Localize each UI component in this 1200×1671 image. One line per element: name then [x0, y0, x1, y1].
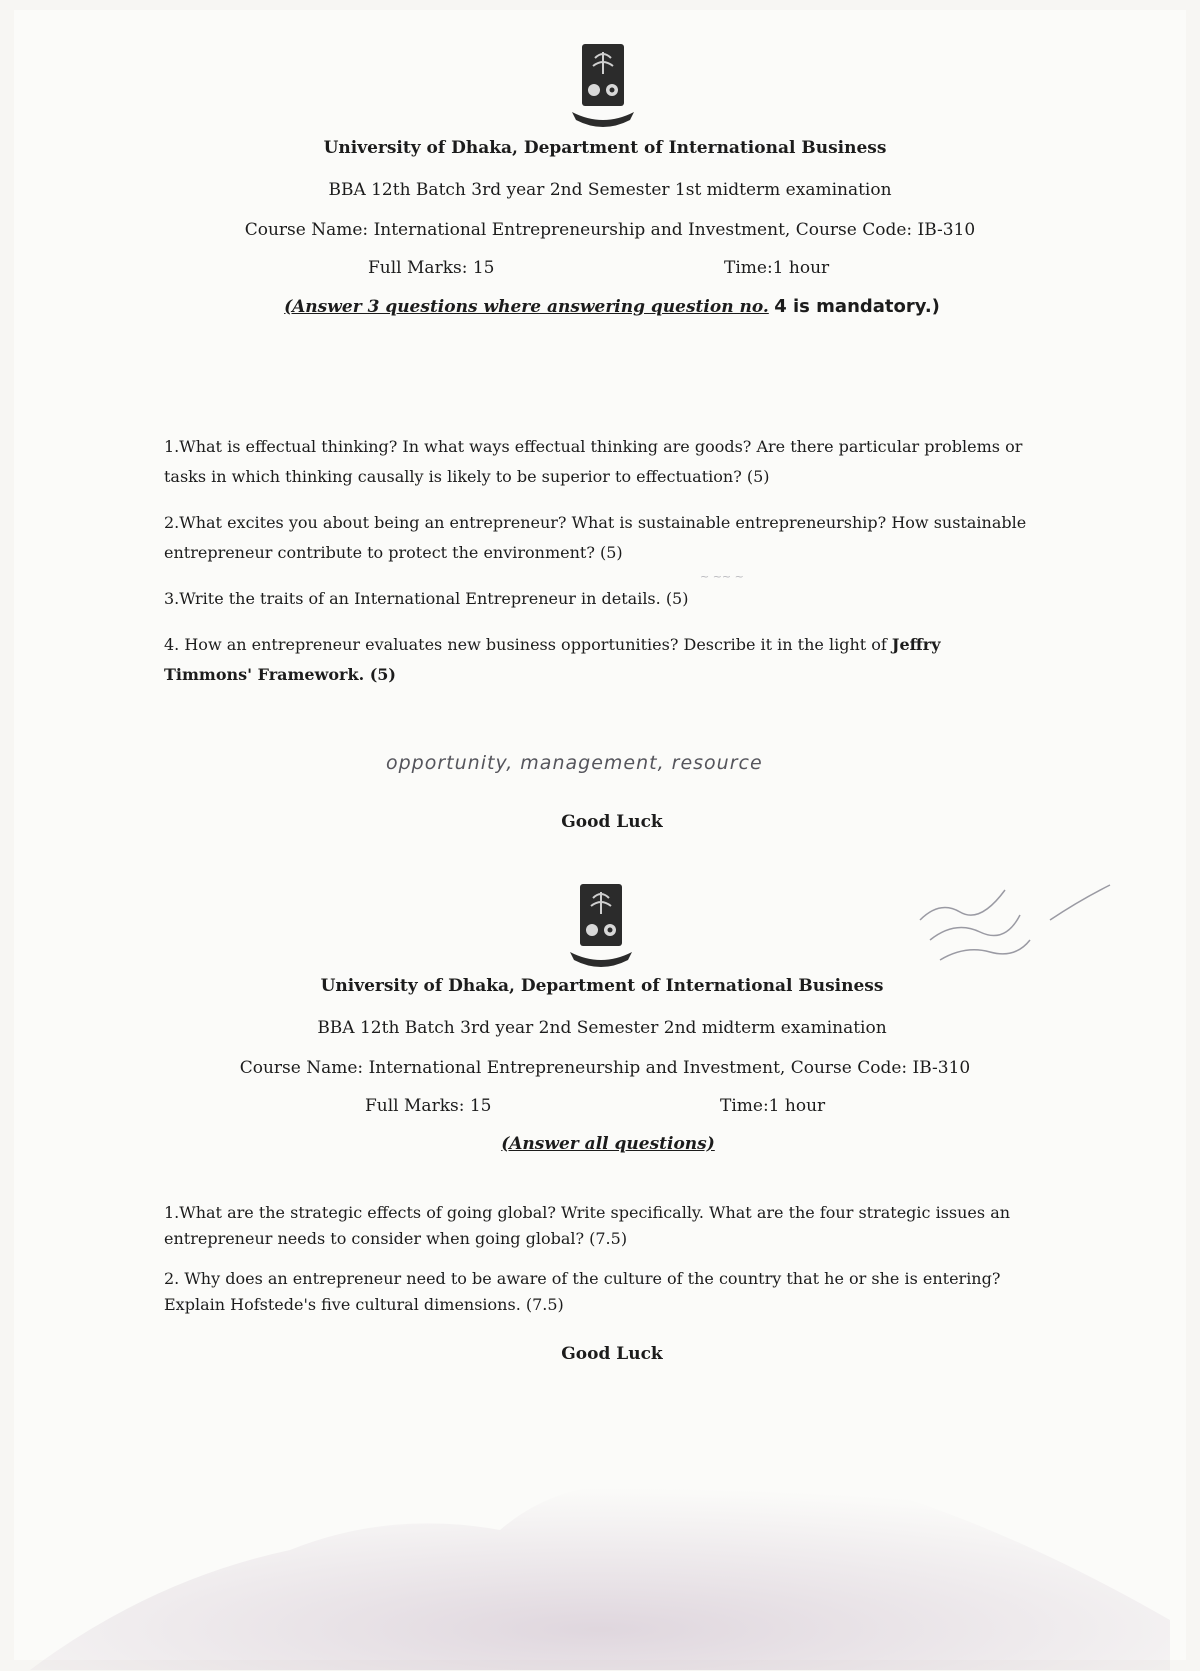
- course-line: Course Name: International Entrepreneurship and Investment, Course Code: IB-310: [244, 220, 976, 240]
- exam-time: Time:1 hour: [720, 1096, 826, 1116]
- university-title: University of Dhaka, Department of International Business: [323, 138, 887, 158]
- university-crest-logo: [566, 880, 636, 968]
- handwritten-note: opportunity, management, resource: [386, 752, 763, 774]
- question-2: 2. Why does an entrepreneur need to be aware of the culture of the country that he or she is entering? Explain Hofstede's five cultural dimensions. (7.5): [164, 1269, 1001, 1314]
- marks-time-row: [0, 258, 1200, 280]
- instruction-line: [0, 1134, 1200, 1154]
- instruction-underlined: (Answer 3 questions where answering question no.: [284, 297, 769, 317]
- instruction-bold: 4 is mandatory.): [774, 296, 940, 317]
- exam-second-midterm: [0, 880, 1200, 1364]
- exam-first-midterm: [0, 40, 1200, 832]
- marks-time-row: [0, 1096, 1200, 1118]
- university-title: University of Dhaka, Department of International Business: [320, 976, 884, 996]
- question-4-text: 4. How an entrepreneur evaluates new business opportunities? Describe it in the light of: [164, 635, 887, 654]
- good-luck: Good Luck: [561, 1344, 663, 1364]
- question-list: [164, 1200, 1034, 1332]
- handwritten-scribble-graphic: [910, 860, 1140, 990]
- course-line: Course Name: International Entrepreneurship and Investment, Course Code: IB-310: [239, 1058, 971, 1078]
- question-4-bold: Jeffry Timmons' Framework. (5): [164, 635, 941, 684]
- instruction-line: [0, 296, 1200, 317]
- batch-line: BBA 12th Batch 3rd year 2nd Semester 2nd midterm examination: [317, 1018, 887, 1038]
- full-marks: Full Marks: 15: [368, 258, 495, 278]
- good-luck: Good Luck: [561, 812, 663, 832]
- batch-line: BBA 12th Batch 3rd year 2nd Semester 1st midterm examination: [328, 180, 892, 200]
- question-1: 1.What are the strategic effects of going global? Write specifically. What are the four strategic issues an entrepreneur needs to consider when going global? (7.5): [164, 1203, 1011, 1248]
- question-1: 1.What is effectual thinking? In what ways effectual thinking are goods? Are there particular problems or tasks in which thinking causally is likely to be superior to effectuation? (5): [164, 437, 1023, 486]
- question-3: 3.Write the traits of an International Entrepreneur in details. (5): [164, 589, 689, 608]
- question-list: [164, 432, 1034, 706]
- faint-scribble: ~ ~~ ~: [700, 570, 744, 583]
- university-crest-logo: [568, 40, 638, 128]
- question-2: 2.What excites you about being an entrepreneur? What is sustainable entrepreneurship? How sustainable entrepreneur contribute to protect the environment? (5): [164, 513, 1027, 562]
- instruction-underlined: (Answer all questions): [501, 1134, 715, 1154]
- paper-stain-graphic: [30, 1380, 1170, 1670]
- full-marks: Full Marks: 15: [365, 1096, 492, 1116]
- exam-time: Time:1 hour: [724, 258, 830, 278]
- question-4: [164, 630, 1034, 690]
